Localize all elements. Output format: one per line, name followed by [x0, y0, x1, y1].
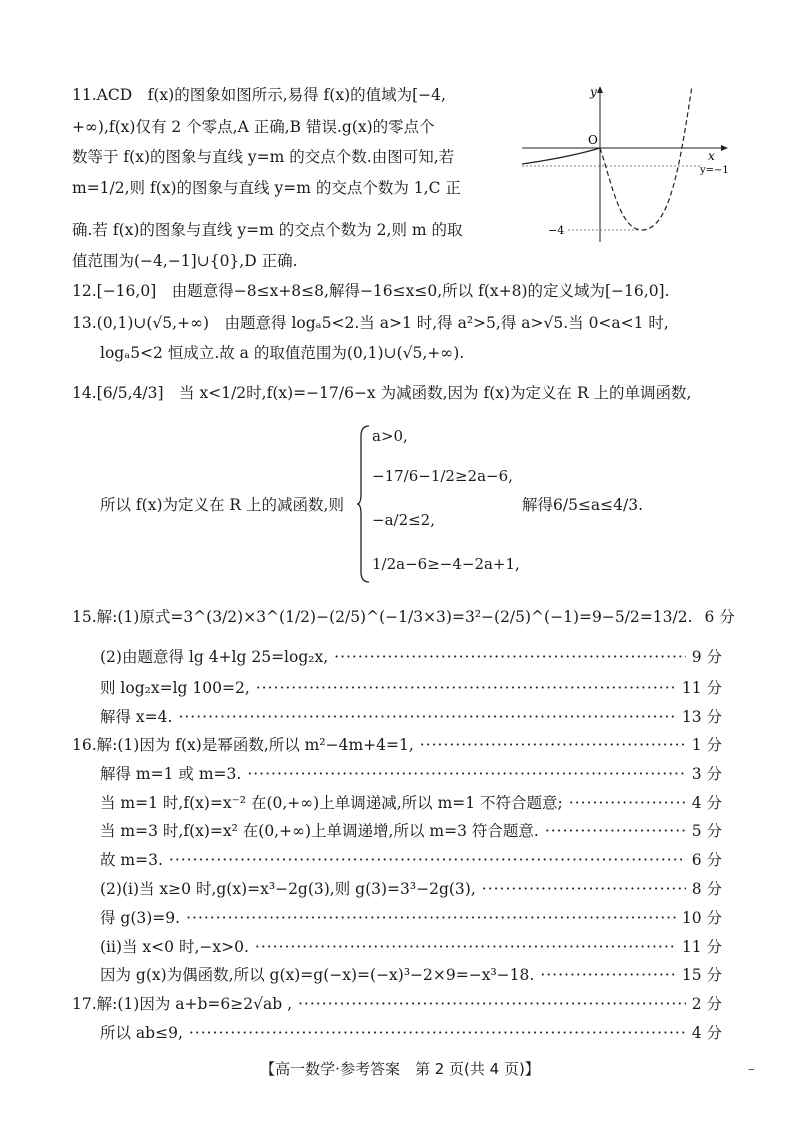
q17-row-1	[72, 993, 722, 1015]
q15-score-4: 13 分	[681, 708, 722, 726]
q15-row-2	[100, 646, 722, 668]
y-axis-arrow	[597, 86, 603, 93]
q17-score-2: 4 分	[691, 1024, 722, 1042]
q16-row-3	[100, 792, 722, 814]
q16-text-5: 故 m=3.	[100, 851, 163, 869]
q15-text-4: 解得 x=4.	[100, 708, 173, 726]
origin-label: O	[588, 133, 598, 147]
q15-score-3: 11 分	[681, 679, 722, 697]
leader-dots	[255, 936, 676, 958]
q17-text-2: 所以 ab≤9,	[100, 1024, 183, 1042]
q16-score-9: 15 分	[681, 966, 722, 984]
q16-score-6: 8 分	[691, 880, 722, 898]
system-row-4: 1/2a−6≥−4−2a+1,	[372, 555, 520, 573]
q11-line-3: 数等于 f(x)的图象与直线 y=m 的交点个数.由图可知,若	[72, 148, 455, 166]
q11-line-6: 值范围为(−4,−1]∪{0},D 正确.	[72, 252, 298, 270]
leader-dots	[256, 677, 676, 699]
leader-dots	[169, 849, 686, 871]
function-graph-figure	[520, 84, 730, 244]
q13-line-2: logₐ5<2 恒成立.故 a 的取值范围为(0,1)∪(√5,+∞).	[100, 344, 465, 362]
q14-line-1: 14.[6/5,4/3] 当 x<1/2时,f(x)=−17/6−x 为减函数,因为 f(x)为定义在 R 上的单调函数,	[72, 384, 692, 402]
q16-text-8: (ⅱ)当 x<0 时,−x>0.	[100, 938, 249, 956]
q11-line-2: +∞),f(x)仅有 2 个零点,A 正确,B 错误.g(x)的零点个	[72, 118, 435, 136]
system-row-3: −a/2≤2,	[372, 511, 435, 529]
q17-text-1: 17.解:(1)因为 a+b=6≥2√ab ,	[72, 995, 292, 1013]
leader-dots	[545, 820, 686, 842]
corner-mark: –	[748, 1062, 755, 1077]
leader-dots	[540, 964, 676, 986]
q16-score-2: 3 分	[691, 765, 722, 783]
page-footer: 【高一数学·参考答案 第 2 页(共 4 页)】	[260, 1060, 540, 1078]
q12-line: 12.[−16,0] 由题意得−8≤x+8≤8,解得−16≤x≤0,所以 f(x+8)的定义域为[−16,0].	[72, 282, 670, 300]
q16-row-6	[100, 878, 722, 900]
q15-row-3	[100, 677, 722, 699]
q16-text-7: 得 g(3)=9.	[100, 909, 181, 927]
left-branch-curve	[522, 148, 600, 164]
system-row-1: a>0,	[372, 427, 408, 445]
min-value-label: −4	[548, 224, 565, 237]
q16-text-1: 16.解:(1)因为 f(x)是幂函数,所以 m²−4m+4=1,	[72, 736, 414, 754]
q16-row-8	[100, 936, 722, 958]
q14-prefix: 所以 f(x)为定义在 R 上的减函数,则	[100, 496, 344, 514]
q11-line-4: m=1/2,则 f(x)的图象与直线 y=m 的交点个数为 1,C 正	[72, 179, 461, 197]
q16-score-1: 1 分	[691, 736, 722, 754]
q16-score-7: 10 分	[681, 909, 722, 927]
leader-dots	[420, 734, 686, 756]
leader-dots	[298, 993, 686, 1015]
system-brace-icon	[357, 424, 371, 584]
q16-row-9	[100, 964, 722, 986]
q16-score-8: 11 分	[681, 938, 722, 956]
q16-text-3: 当 m=1 时,f(x)=x⁻² 在(0,+∞)上单调递减,所以 m=1 不符合题意;	[100, 794, 563, 812]
q15-text-2: (2)由题意得 lg 4+lg 25=log₂x,	[100, 648, 329, 666]
q15-row-1	[72, 606, 735, 628]
q16-text-9: 因为 g(x)为偶函数,所以 g(x)=g(−x)=(−x)³−2×9=−x³−18.	[100, 966, 535, 984]
q16-score-5: 6 分	[691, 851, 722, 869]
q16-text-4: 当 m=3 时,f(x)=x² 在(0,+∞)上单调递增,所以 m=3 符合题意.	[100, 822, 539, 840]
q16-text-6: (2)(ⅰ)当 x≥0 时,g(x)=x³−2g(3),则 g(3)=3³−2g(3),	[100, 880, 476, 898]
q17-score-1: 2 分	[691, 995, 722, 1013]
leader-dots	[178, 706, 675, 728]
q17-row-2	[100, 1022, 722, 1044]
q16-row-7	[100, 907, 722, 929]
x-axis-label: x	[708, 149, 715, 163]
q11-line-1: 11.ACD f(x)的图象如图所示,易得 f(x)的值域为[−4,	[72, 86, 446, 104]
q15-score-1: 6 分	[704, 608, 735, 626]
leader-dots	[247, 763, 685, 785]
right-branch-curve	[600, 86, 692, 230]
q16-row-5	[100, 849, 722, 871]
y-minus-one-label: y=−1	[700, 165, 729, 176]
q15-score-2: 9 分	[691, 648, 722, 666]
q16-score-4: 5 分	[691, 822, 722, 840]
system-row-2: −17/6−1/2≥2a−6,	[372, 467, 513, 485]
q13-line-1: 13.(0,1)∪(√5,+∞) 由题意得 logₐ5<2.当 a>1 时,得 a²>5,得 a>√5.当 0<a<1 时,	[72, 314, 669, 332]
q15-text-3: 则 log₂x=lg 100=2,	[100, 679, 250, 697]
q16-row-2	[100, 763, 722, 785]
leader-dots	[569, 792, 686, 814]
q16-score-3: 4 分	[691, 794, 722, 812]
q16-text-2: 解得 m=1 或 m=3.	[100, 765, 242, 783]
q16-row-4	[100, 820, 722, 842]
leader-dots	[189, 1022, 686, 1044]
q15-text-1: 15.解:(1)原式=3^(3/2)×3^(1/2)−(2/5)^(−1/3×3)=3²−(2/5)^(−1)=9−5/2=13/2.	[72, 608, 693, 626]
q11-line-5: 确.若 f(x)的图象与直线 y=m 的交点个数为 2,则 m 的取	[72, 221, 463, 239]
leader-dots	[186, 907, 676, 929]
leader-dots	[334, 646, 686, 668]
leader-dots	[482, 878, 686, 900]
q16-row-1	[72, 734, 722, 756]
q14-result: 解得6/5≤a≤4/3.	[522, 496, 644, 514]
x-axis-arrow	[721, 145, 728, 151]
q15-row-4	[100, 706, 722, 728]
y-axis-label: y	[590, 85, 597, 99]
